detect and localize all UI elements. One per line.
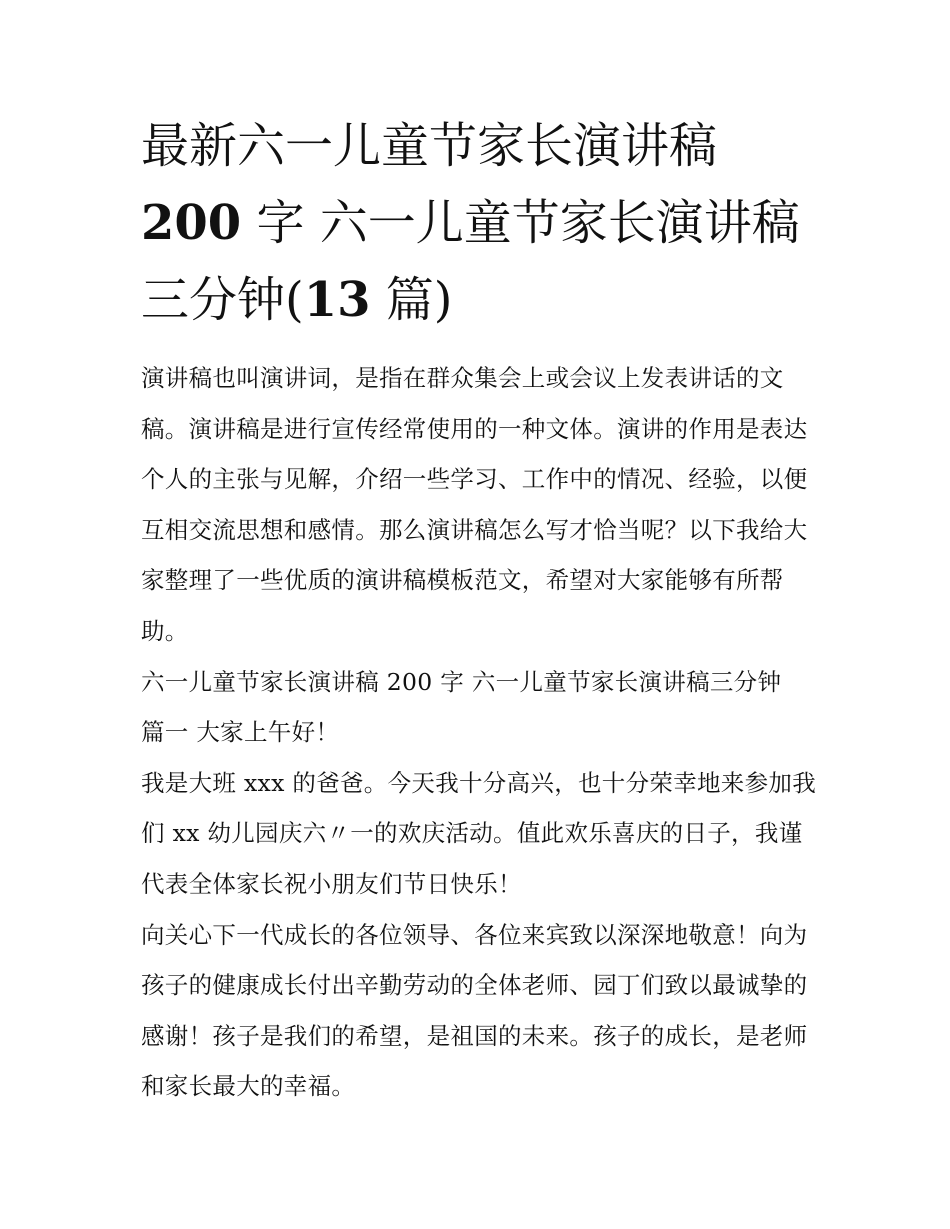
document-page [141,108,821,1112]
section-heading: 六一儿童节家长演讲稿 200 字 六一儿童节家长演讲稿三分钟 [141,667,782,696]
document-title [141,108,821,339]
title-line-3: 三分钟(13 篇) [141,272,453,328]
body-paragraph-1: 我是大班 xxx 的爸爸。今天我十分高兴，也十分荣幸地来参加我们 xx 幼儿园庆六〃一的欢庆活动。值此欢乐喜庆的日子，我谨代表全体家长祝小朋友们节日快乐！ [141,768,816,898]
body-paragraph-2: 向关心下一代成长的各位领导、各位来宾致以深深地敬意！向为孩子的健康成长付出辛勤劳动的全体老师、园丁们致以最诚挚的感谢！孩子是我们的希望，是祖国的未来。孩子的成长，是老师和家长最大的幸福。 [141,920,808,1101]
title-number: 13 [303,272,371,328]
title-number: 200 [141,195,242,251]
intro-paragraph: 演讲稿也叫演讲词，是指在群众集会上或会议上发表讲话的文稿。演讲稿是进行宣传经常使用的一种文体。演讲的作用是表达个人的主张与见解，介绍一些学习、工作中的情况、经验，以便互相交流思想和感情。那么演讲稿怎么写才恰当呢？以下我给大家整理了一些优质的演讲稿模板范文，希望对大家能够有所帮助。 [141,364,808,645]
title-line-2: 200 字 六一儿童节家长演讲稿 [141,195,800,251]
title-line-1: 最新六一儿童节家长演讲稿 [141,118,718,174]
greeting-paragraph: 篇一 大家上午好！ [141,718,340,747]
